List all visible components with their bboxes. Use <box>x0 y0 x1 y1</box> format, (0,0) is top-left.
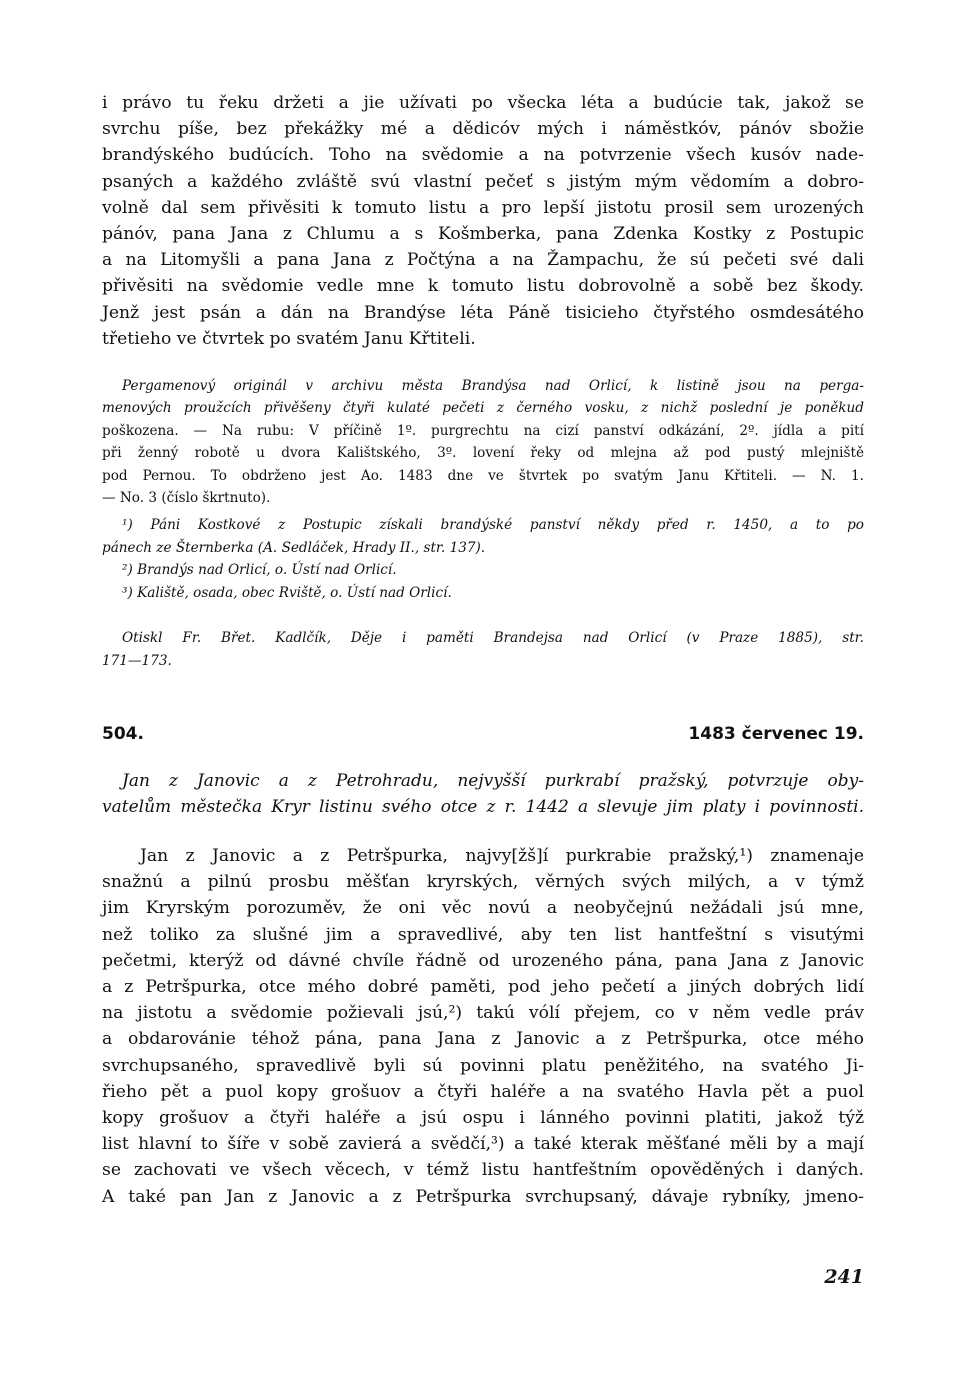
note-line: při ženný robotě u dvora Kalištského, 3º. lovení řeky od mlejna až pod pustý mlejniště <box>102 445 864 462</box>
regest-line: vatelům městečka Kryr listinu svého otce z r. 1442 a slevuje jim platy i povinnosti. <box>102 796 864 817</box>
footnote-line: ²) Brandýs nad Orlicí, o. Ústí nad Orlicí. <box>122 562 397 579</box>
body-line: kopy grošuov a čtyři haléře a jsú ospu i lánného povinni platiti, jakož týž <box>102 1107 864 1128</box>
page-number: 241 <box>824 1266 864 1288</box>
body-line: a z Petršpurka, otce mého dobré paměti, pod jeho pečetí a jiných dobrých lidí <box>102 976 864 997</box>
text-line: svrchu píše, bez překážky mé a dědicóv mých i náměstkóv, pánóv sbožie <box>102 119 864 140</box>
body-line: svrchupsaného, spravedlivě byli sú povinni platu peněžitého, na svatého Ji- <box>102 1055 864 1076</box>
document-body <box>102 843 864 1210</box>
text-line: a na Litomyšli a pana Jana z Počtýna a na Žampachu, že sú pečeti své dali <box>102 250 864 271</box>
text-line: třetieho ve čtvrtek po svatém Janu Křtiteli. <box>102 328 476 349</box>
document-heading <box>102 724 864 744</box>
print-source <box>102 627 864 672</box>
note-line: menových proužcích přivěšeny čtyři kulaté pečeti z černého vosku, z nichž poslední je poněkud <box>102 400 864 417</box>
document-date: 1483 červenec 19. <box>688 723 864 744</box>
archival-note <box>102 375 864 509</box>
print-source-line: Otiskl Fr. Břet. Kadlčík, Děje i paměti Brandejsa nad Orlicí (v Praze 1885), str. <box>122 630 864 647</box>
body-line: list hlavní to šíře v sobě zavierá a svědčí,³) a také kterak měšťané měli by a mají <box>102 1134 864 1155</box>
body-line: jim Kryrským porozuměv, že oni věc novú a neobyčejnú nežádali jsú mne, <box>102 898 864 919</box>
text-line: i právo tu řeku držeti a jie užívati po všecka léta a budúcie tak, jakož se <box>102 93 864 113</box>
note-line: poškozena. — Na rubu: V příčině 1º. purgrechtu na cizí panství odkázání, 2º. jídla a pití <box>102 422 864 439</box>
footnote-line: ³) Kaliště, osada, obec Rviště, o. Ústí nad Orlicí. <box>122 584 452 601</box>
document-number: 504. <box>102 723 144 744</box>
top-paragraph <box>102 90 864 352</box>
text-line: volně dal sem přivěsiti k tomuto listu a pro lepší jistotu prosil sem urozených <box>102 197 864 218</box>
body-line: na jistotu a svědomie požievali jsú,²) takú vólí přejem, co v něm vedle práv <box>102 1003 864 1024</box>
body-line: pečetmi, kterýž od dávné chvíle řádně od urozeného pána, pana Jana z Janovic <box>102 950 864 971</box>
text-line: Jenž jest psán a dán na Brandýse léta Páně tisicieho čtyřstého osmdesátého <box>102 302 864 323</box>
body-line: a obdarovánie téhož pána, pana Jana z Janovic a z Petršpurka, otce mého <box>102 1029 864 1050</box>
text-line: psaných a každého zvláště svú vlastní pečeť s jistým mým vědomím a dobro- <box>102 171 864 192</box>
text-line: pánóv, pana Jana z Chlumu a s Košmberka, pana Zdenka Kostky z Postupic <box>102 224 864 245</box>
footnote-line: pánech ze Šternberka (A. Sedláček, Hrady II., str. 137). <box>102 539 486 556</box>
text-line: brandýského budúcích. Toho na svědomie a na potvrzenie všech kusóv nade- <box>102 145 864 166</box>
regest <box>102 768 864 820</box>
body-line: Jan z Janovic a z Petršpurka, najvy[žš]í purkrabie pražský,¹) znamenaje <box>140 845 864 866</box>
body-line: snažnú a pilnú prosbu měšťan kryrských, věrných svých milých, a v týmž <box>102 872 864 893</box>
body-line: než toliko za slušné jim a spravedlivé, aby ten list hantfeštní s visutými <box>102 924 864 945</box>
text-line: přivěsiti na svědomie vedle mne k tomuto listu dobrovolně a sobě bez škody. <box>102 276 864 297</box>
footnotes <box>102 514 864 604</box>
note-line: Pergamenový originál v archivu města Brandýsa nad Orlicí, k listině jsou na perga- <box>122 378 864 395</box>
body-line: řieho pět a puol kopy grošuov a čtyři haléře a na svatého Havla pět a puol <box>102 1081 864 1102</box>
regest-line: Jan z Janovic a z Petrohradu, nejvyšší purkrabí pražský, potvrzuje oby- <box>122 770 864 791</box>
note-line: — No. 3 (číslo škrtnuto). <box>102 490 271 507</box>
body-line: se zachovati ve všech věcech, v témž listu hantfeštním opověděných i daných. <box>102 1160 864 1181</box>
footnote-line: ¹) Páni Kostkové z Postupic získali brandýské panství někdy před r. 1450, a to po <box>122 517 864 534</box>
note-line: pod Pernou. To obdrženo jest Ao. 1483 dne ve štvrtek po svatým Janu Křtiteli. — N. 1. <box>102 467 864 484</box>
print-source-line: 171—173. <box>102 652 172 669</box>
body-line: A také pan Jan z Janovic a z Petršpurka svrchupsaný, dávaje rybníky, jmeno- <box>102 1186 864 1207</box>
page-content <box>102 90 864 1210</box>
